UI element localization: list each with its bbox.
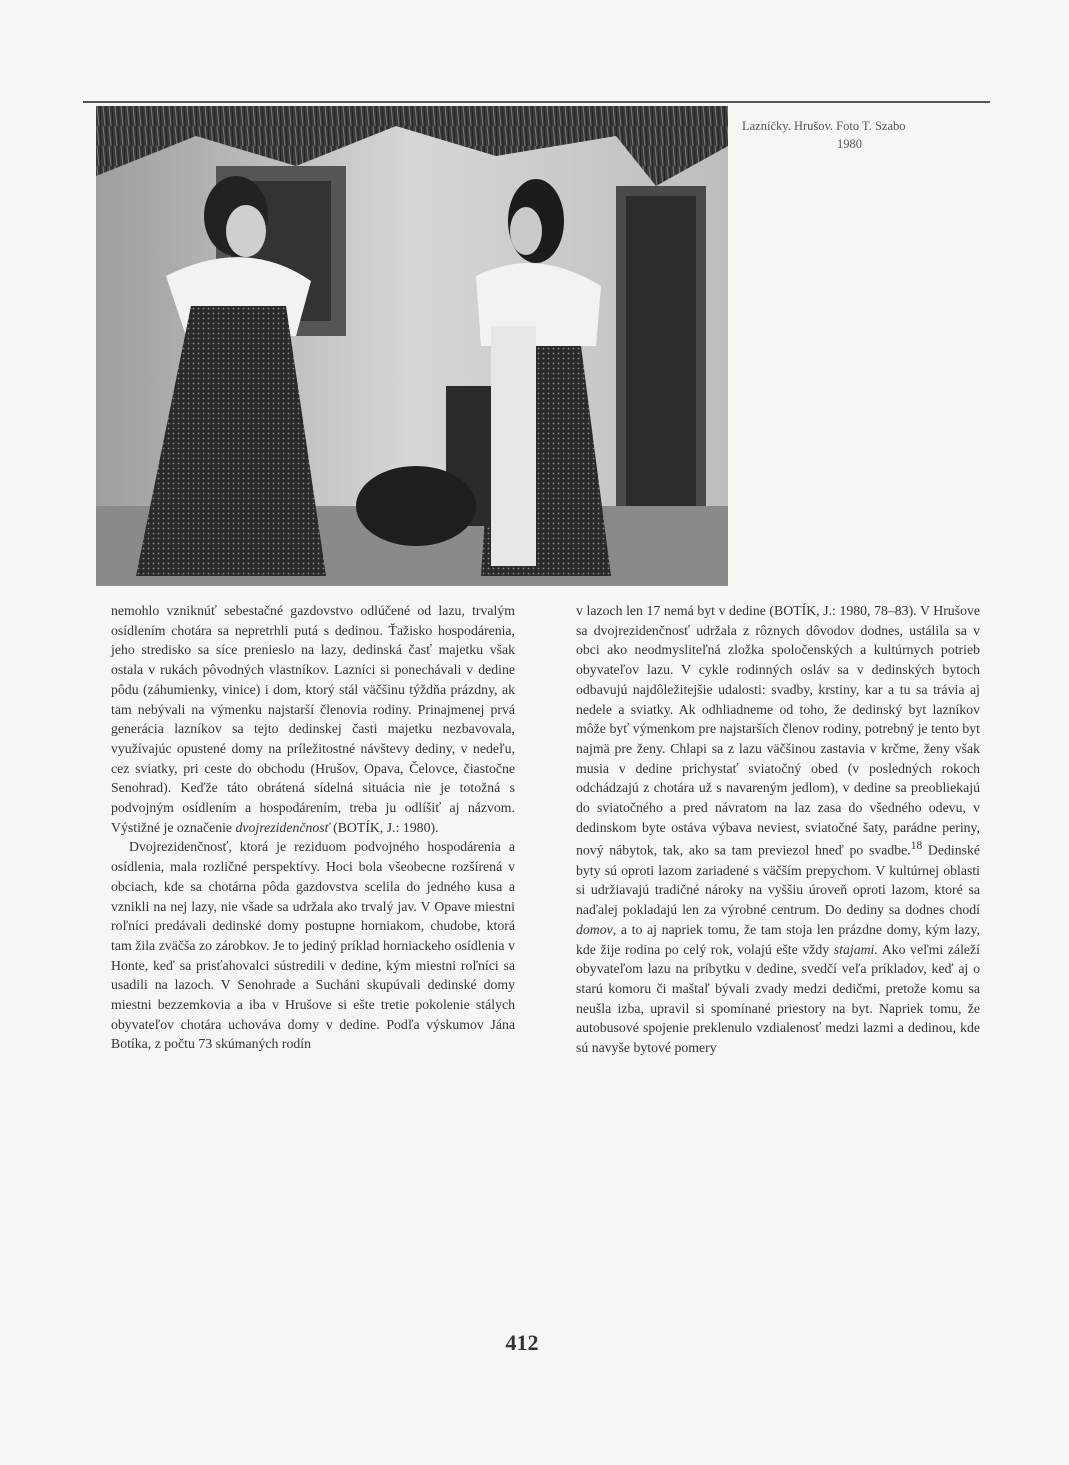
paragraph [111, 601, 515, 837]
photo-caption [742, 117, 992, 153]
text-run: (BOTÍK, J.: 1980). [333, 819, 439, 835]
emphasis: stajami. [833, 941, 878, 957]
paragraph [576, 601, 980, 1058]
top-rule [83, 101, 990, 103]
footnote-ref: 18 [910, 840, 923, 853]
caption-line-2: 1980 [837, 137, 862, 151]
page-number: 412 [505, 1330, 539, 1355]
photograph [96, 106, 728, 586]
text-run: Ako veľmi záleží obyvateľom lazu na príbytku v dedine, svedčí veľa príkladov, keď aj o starú komoru či maštaľ bývali zvady medzi dedičmi, pretože komu sa neušla izba, upravil si spomínané priestory na byt. Napriek tomu, že autobusové spojenie preklenulo vzdialenosť medzi lazmi a dedinou, kde sú navyše bytové pomery [576, 941, 980, 1056]
text-run: v lazoch len 17 nemá byt v dedine (BOTÍK, J.: 1980, 78–83). V Hrušove sa dvojrezidenčnosť udržala z rôznych dôvodov dodnes, ustálila sa v obci ako neodmysliteľná zložka spoločenských a kultúrnych potrieb obyvateľov lazu. V cykle rodinných osláv sa v dedinských bytoch odbavujú najdôležitejšie udalosti: svadby, krstiny, kar a tu sa trávia aj nedele a sviatky. Ak odhliadneme od toho, že dedinský byt lazníkov môže byť výmenkom pre najstarších členov rodiny, potrebný je tento byt najmä pre ženy. Chlapi sa z lazu väčšinou zastavia v krčme, ženy však musia v dedine prichystať sviatočný obed (v posledných rokoch odchádzajú z chotára už s navareným jedlom), v dedine sa preobliekajú do sviatočného a pred návratom na laz zasa do všedného odevu, v dedinskom byte ostáva výbava neviest, sviatočné šaty, parádne periny, nový nábytok, tak, ako sa tam previezol hneď po svadbe. [576, 603, 980, 859]
caption-line-1: Lazníčky. Hrušov. Foto T. Szabo [742, 119, 906, 133]
text-run: , a to aj napriek tomu, že tam stoja len prázdne domy, kým lazy, kde žije rodina po celý rok, volajú ešte vždy [576, 921, 980, 957]
photo-two-women-in-folk-costume [96, 106, 728, 586]
emphasis: domov [576, 921, 613, 937]
text-column-left [111, 601, 515, 1054]
text-run: nemohlo vzniknúť sebestačné gazdovstvo odlúčené od lazu, trvalým osídlením chotára sa nepretrhli putá s dedinou. Ťažisko hospodárenia, jeho stredisko sa síce prenieslo na lazy, dedinská časť majetku však ostala v rukách pôvodných vlastníkov. Lazníci si ponechávali v dedine pôdu (záhumienky, vinice) i dom, ktorý stál väčšinu týždňa prázdny, ak tam nebývali na výmenku najstarší členovia rodiny. Prinajmenej prvá generácia lazníkov sa tejto dedinskej časti majetku nezbavovala, využívajúc opustené domy na príležitostné návštevy dediny, v nedeľu, cez sviatky, pri ceste do obchodu (Hrušov, Opava, Čelovce, čiastočne Senohrad). Keďže táto obrátená sídelná situácia nie je totožná s podvojným osídlením a hospodárením, treba ju odlíšiť aj názvom. Výstižné je označenie [111, 603, 515, 835]
text-column-right [576, 601, 980, 1058]
emphasis: dvojrezidenčnosť [235, 819, 330, 835]
text-run: Dedinské byty sú oproti lazom zariadené s väčším prepychom. V kultúrnej oblasti si udržiavajú tradičné nároky na vyššiu úroveň oproti lazom, ktoré sa naďalej pokladajú len za výrobné centrum. Do dediny sa dodnes chodí [576, 843, 981, 918]
paragraph: Dvojrezidenčnosť, ktorá je reziduom podvojného hospodárenia a osídlenia, mala rozličné perspektívy. Hoci bola všeobecne rozšírená v obciach, kde sa chotárna pôda gazdovstva scelila do jedného kusa a vznikli na nej lazy, nie všade sa udržala ako trvalý jav. V Opave miestni roľníci predávali dedinské domy postupne horniakom, chudobe, ktorá tam žila zväčša zo zárobkov. Je to jediný príklad horniackeho osídlenia v Honte, keď sa prisťahovalci sústredili v dedine, kým miestni roľníci sa usadili na lazoch. V Senohrade a Sucháni skupúvali dedinské domy miestni bezzemkovia a iba v Hrušove si ešte tretie pokolenie stálych obyvateľov chotára uchováva domy v dedine. Podľa výskumov Jána Botíka, z počtu 73 skúmaných rodín [111, 839, 515, 1052]
